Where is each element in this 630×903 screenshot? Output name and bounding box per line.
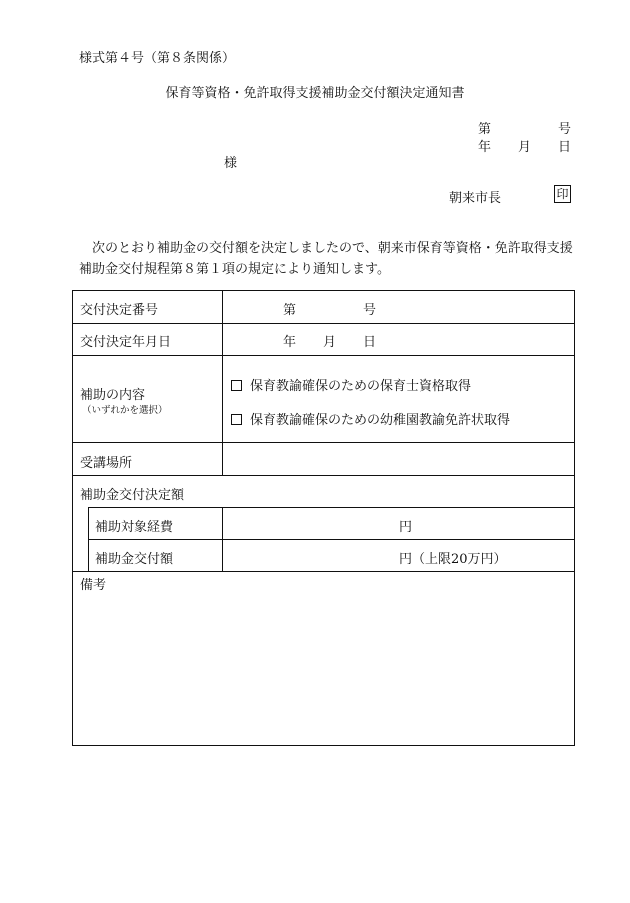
venue-label: 受講場所 (80, 456, 133, 471)
remarks-label: 備考 (80, 578, 107, 593)
issuer-name: 朝来市長 (449, 191, 502, 206)
date-year: 年 (478, 140, 492, 155)
option-kindergarten-license[interactable] (231, 409, 510, 428)
checkbox-icon[interactable] (231, 414, 242, 425)
subsidy-content-label: 補助の内容 (80, 388, 146, 403)
decision-date-label: 交付決定年月日 (80, 335, 172, 350)
option-childcare-certificate[interactable] (231, 375, 471, 394)
body-paragraph (79, 238, 589, 280)
subsidy-content-note: （いずれかを選択） (82, 405, 168, 416)
option-label: 保育教諭確保のための保育士資格取得 (250, 379, 472, 394)
subsidy-amount-unit: 円（上限20万円） (399, 552, 507, 567)
option-label: 保育教諭確保のための幼稚園教諭免許状取得 (250, 413, 511, 428)
body-line-1: 次のとおり補助金の交付額を決定しましたので、朝来市保育等資格・免許取得支援 (92, 241, 573, 256)
body-line-2: 補助金交付規程第８第１項の規定により通知します。 (79, 262, 390, 277)
checkbox-icon[interactable] (231, 380, 242, 391)
doc-number-prefix: 第 (478, 122, 492, 137)
doc-number-suffix: 号 (558, 122, 572, 137)
seal-stamp: 印 (554, 185, 571, 203)
decision-date-day: 日 (363, 335, 377, 350)
decision-number-label: 交付決定番号 (80, 303, 159, 318)
eligible-expense-label: 補助対象経費 (95, 520, 174, 535)
decision-date-month: 月 (323, 335, 337, 350)
decision-number-suffix: 号 (363, 303, 377, 318)
document-title: 保育等資格・免許取得支援補助金交付額決定通知書 (165, 86, 465, 101)
date-month: 月 (518, 140, 532, 155)
decision-date-year: 年 (283, 335, 297, 350)
form-number: 様式第４号（第８条関係） (79, 51, 236, 66)
notification-table (72, 290, 575, 746)
subsidy-decision-amount-label: 補助金交付決定額 (80, 488, 185, 503)
subsidy-amount-label: 補助金交付額 (95, 552, 174, 567)
decision-number-prefix: 第 (283, 303, 297, 318)
date-day: 日 (558, 140, 572, 155)
eligible-expense-unit: 円 (399, 520, 413, 535)
recipient-honorific: 様 (224, 156, 238, 171)
